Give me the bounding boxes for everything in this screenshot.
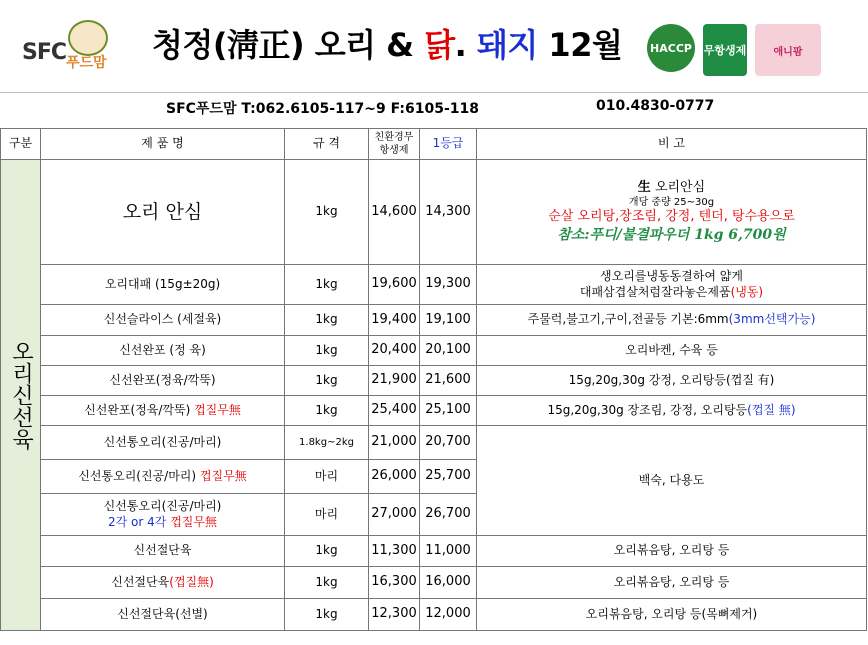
- price-organic: 25,400: [369, 396, 420, 426]
- product-note: 15g,20g,30g 장조림, 강정, 오리탕등(껍질 無): [477, 396, 867, 426]
- product-spec: 1kg: [285, 396, 369, 426]
- price-grade1: 14,300: [420, 160, 477, 265]
- logo-text: SFC: [22, 40, 67, 65]
- product-name: 신선절단육(껍질無): [41, 567, 285, 599]
- product-spec: 1kg: [285, 536, 369, 567]
- product-name: 오리 안심: [41, 160, 285, 265]
- product-spec: 1kg: [285, 567, 369, 599]
- logo-subtext: 푸드맘: [66, 55, 107, 71]
- product-name: 신선완포(정육/깍뚝): [41, 366, 285, 396]
- table-row: [1, 536, 867, 567]
- price-grade1: 19,300: [420, 265, 477, 305]
- price-organic: 27,000: [369, 494, 420, 536]
- price-grade1: 11,000: [420, 536, 477, 567]
- table-row: [1, 305, 867, 336]
- company-logo: [22, 18, 122, 78]
- price-grade1: 12,000: [420, 599, 477, 631]
- header-category: 구분: [1, 129, 41, 160]
- product-name: 신선통오리(진공/마리) 껍질무無: [41, 460, 285, 494]
- chef-mascot-icon: [68, 20, 108, 56]
- header-spec: 규 격: [285, 129, 369, 160]
- price-organic: 19,600: [369, 265, 420, 305]
- product-note: 오리볶음탕, 오리탕 등: [477, 536, 867, 567]
- price-organic: 21,000: [369, 426, 420, 460]
- product-spec: 1.8kg~2kg: [285, 426, 369, 460]
- header-product: 제 품 명: [41, 129, 285, 160]
- product-note: 오리바켄, 수육 등: [477, 336, 867, 366]
- product-spec: 1kg: [285, 336, 369, 366]
- product-note: 주물럭,불고기,구이,전골등 기본:6mm(3mm선택가능): [477, 305, 867, 336]
- product-name: 신선통오리(진공/마리): [41, 426, 285, 460]
- category-cell: 오리신선육: [1, 160, 41, 631]
- price-grade1: 21,600: [420, 366, 477, 396]
- haccp-badge-icon: HACCP: [647, 24, 695, 72]
- price-grade1: 25,700: [420, 460, 477, 494]
- price-organic: 19,400: [369, 305, 420, 336]
- price-grade1: 25,100: [420, 396, 477, 426]
- product-name: 오리대패 (15g±20g): [41, 265, 285, 305]
- product-note: 生 오리안심 개당 중량 25~30g 순살 오리탕,장조림, 강정, 텐더, 탕수용으로 참소:푸디/불결파우더 1kg 6,700원: [477, 160, 867, 265]
- header: [0, 0, 868, 93]
- price-grade1: 16,000: [420, 567, 477, 599]
- header-price-grade1: 1등급: [420, 129, 477, 160]
- product-name: 신선완포(정육/깍뚝) 껍질무無: [41, 396, 285, 426]
- antibiotic-free-badge-icon: 무항생제: [703, 24, 747, 76]
- table-row: [1, 426, 867, 460]
- mobile-number: 010.4830-0777: [596, 98, 715, 114]
- product-note: 15g,20g,30g 강정, 오리탕등(껍질 有): [477, 366, 867, 396]
- product-name: 신선슬라이스 (세절육): [41, 305, 285, 336]
- product-name: 신선절단육(선별): [41, 599, 285, 631]
- price-grade1: 19,100: [420, 305, 477, 336]
- product-spec: 1kg: [285, 305, 369, 336]
- table-row: [1, 160, 867, 265]
- product-spec: 1kg: [285, 599, 369, 631]
- product-name: 신선절단육: [41, 536, 285, 567]
- product-name: 신선통오리(진공/마리) 2각 or 4각 껍질무無: [41, 494, 285, 536]
- header-note: 비 고: [477, 129, 867, 160]
- table-row: [1, 599, 867, 631]
- price-grade1: 20,100: [420, 336, 477, 366]
- table-header-row: [1, 129, 867, 160]
- price-organic: 20,400: [369, 336, 420, 366]
- table-row: [1, 366, 867, 396]
- product-spec: 1kg: [285, 366, 369, 396]
- table-row: [1, 265, 867, 305]
- product-spec: 마리: [285, 460, 369, 494]
- price-grade1: 26,700: [420, 494, 477, 536]
- product-note: 생오리를냉동동결하여 얇게 대패삼겹살처럼잘라놓은제품(냉동): [477, 265, 867, 305]
- price-organic: 21,900: [369, 366, 420, 396]
- price-table: [0, 128, 867, 631]
- price-organic: 26,000: [369, 460, 420, 494]
- table-row: [1, 336, 867, 366]
- product-spec: 1kg: [285, 160, 369, 265]
- company-contact: SFC푸드맘 T:062.6105-117~9 F:6105-118: [166, 101, 480, 117]
- product-name: 신선완포 (정 육): [41, 336, 285, 366]
- product-note: 백숙, 다용도: [477, 426, 867, 536]
- page-title: 청정(淸正) 오리 & 닭. 돼지 12월: [152, 26, 623, 64]
- price-organic: 14,600: [369, 160, 420, 265]
- price-grade1: 20,700: [420, 426, 477, 460]
- product-spec: 1kg: [285, 265, 369, 305]
- header-price-organic: 친환경무항생제: [369, 129, 420, 160]
- price-organic: 11,300: [369, 536, 420, 567]
- table-row: [1, 567, 867, 599]
- product-note: 오리볶음탕, 오리탕 등: [477, 567, 867, 599]
- price-organic: 12,300: [369, 599, 420, 631]
- brand-badge-icon: 애니팜: [755, 24, 821, 76]
- product-note: 오리볶음탕, 오리탕 등(목뼈제거): [477, 599, 867, 631]
- table-row: [1, 396, 867, 426]
- product-spec: 마리: [285, 494, 369, 536]
- price-organic: 16,300: [369, 567, 420, 599]
